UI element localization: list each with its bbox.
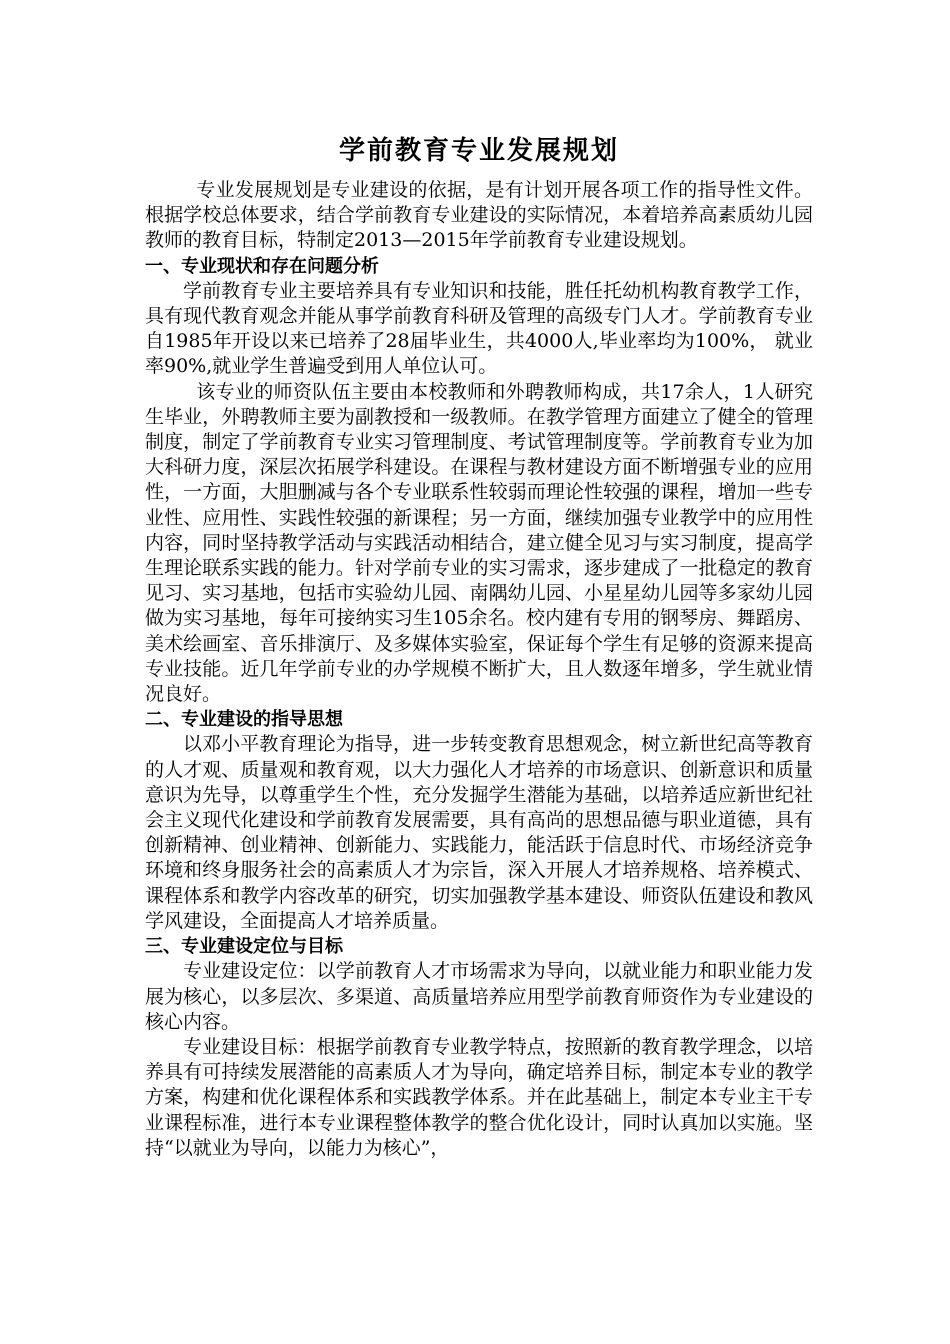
section-heading-3: 三、专业建设定位与目标 <box>145 936 343 958</box>
document-title: 学前教育专业发展规划 <box>338 136 619 166</box>
section-heading-1: 一、专业现状和存在问题分析 <box>145 255 379 277</box>
intro-paragraph: 专业发展规划是专业建设的依据，是有计划开展各项工作的指导性文件。根据学校总体要求，结合学前教育专业建设的实际情况，本着培养高素质幼儿园教师的教育目标，特制定2013—2015年学前教育专业建设规划。 <box>145 179 813 252</box>
section-3-paragraph-2: 专业建设目标：根据学前教育专业教学特点，按照新的教育教学理念，以培养具有可持续发展潜能的高素质人才为导向，确定培养目标，制定本专业的教学方案，构建和优化课程体系和实践教学体系。并在此基础上，制定本专业主干专业课程标准，进行本专业课程整体教学的整合优化设计，同时认真加以实施。坚持“以就业为导向，以能力为核心”， <box>145 1035 813 1159</box>
section-heading-2: 二、专业建设的指导思想 <box>145 709 343 731</box>
document-page <box>145 126 813 1161</box>
section-3-paragraph-1: 专业建设定位：以学前教育人才市场需求为导向，以就业能力和职业能力发展为核心，以多层次、多渠道、高质量培养应用型学前教育师资作为专业建设的核心内容。 <box>145 960 813 1033</box>
section-1-paragraph-2: 该专业的师资队伍主要由本校教师和外聘教师构成，共17余人，1人研究生毕业，外聘教师主要为副教授和一级教师。在教学管理方面建立了健全的管理制度，制定了学前教育专业实习管理制度、考试管理制度等。学前教育专业为加大科研力度，深层次拓展学科建设。在课程与教材建设方面不断增强专业的应用性，一方面，大胆删减与各个专业联系性较弱而理论性较强的课程，增加一些专业性、应用性、实践性较强的新课程；另一方面，继续加强专业教学中的应用性内容，同时坚持教学活动与实践活动相结合，建立健全见习与实习制度，提高学生理论联系实践的能力。针对学前专业的实习需求，逐步建成了一批稳定的教育见习、实习基地，包括市实验幼儿园、南隅幼儿园、小星星幼儿园等多家幼儿园做为实习基地，每年可接纳实习生105余名。校内建有专用的钢琴房、舞蹈房、美术绘画室、音乐排演厅、及多媒体实验室，保证每个学生有足够的资源来提高专业技能。近几年学前专业的办学规模不断扩大，且人数逐年增多，学生就业情况良好。 <box>145 380 813 706</box>
section-1-paragraph-1: 学前教育专业主要培养具有专业知识和技能，胜任托幼机构教育教学工作，具有现代教育观念并能从事学前教育科研及管理的高级专门人才。学前教育专业自1985年开设以来已培养了28届毕业生，共4000人,毕业率均为100%， 就业率90%,就业学生普遍受到用人单位认可。 <box>145 279 813 378</box>
section-2-paragraph-1: 以邓小平教育理论为指导，进一步转变教育思想观念，树立新世纪高等教育的人才观、质量观和教育观，以大力强化人才培养的市场意识、创新意识和质量意识为先导，以尊重学生个性，充分发掘学生潜能为基础，以培养适应新世纪社会主义现代化建设和学前教育发展需要，具有高尚的思想品德与职业道德，具有创新精神、创业精神、创新能力、实践能力，能活跃于信息时代、市场经济竞争环境和终身服务社会的高素质人才为宗旨，深入开展人才培养规格、培养模式、课程体系和教学内容改革的研究，切实加强教学基本建设、师资队伍建设和教风学风建设，全面提高人才培养质量。 <box>145 733 813 932</box>
